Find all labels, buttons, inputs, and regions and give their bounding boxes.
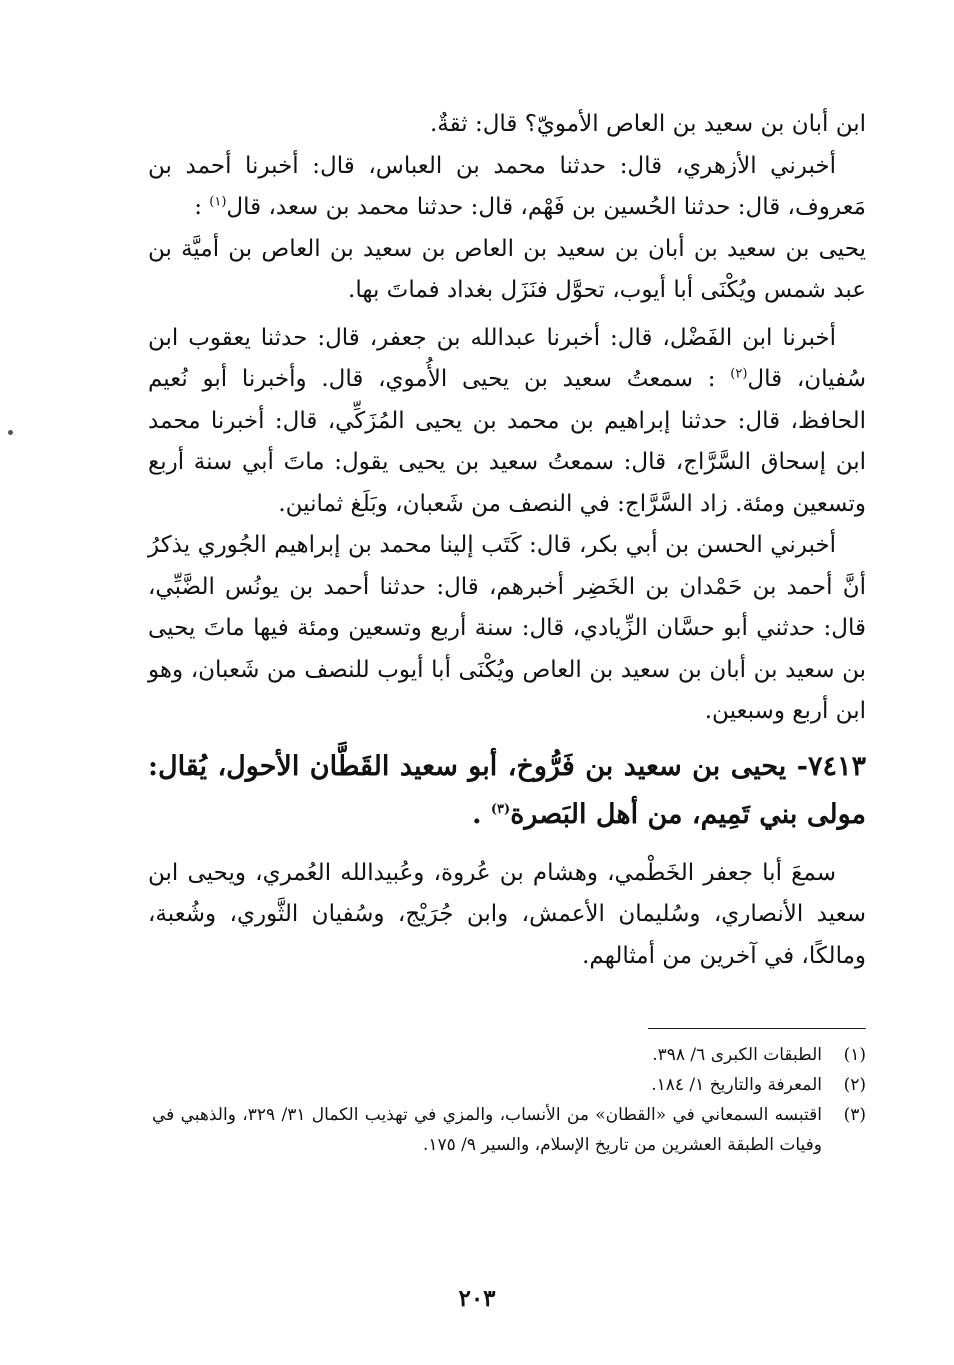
colon: : bbox=[194, 194, 202, 220]
footnote-ref-1: (١) bbox=[209, 194, 227, 210]
heading-end: . bbox=[472, 798, 482, 830]
footnote-number: (٣) bbox=[843, 1105, 866, 1125]
paragraph-5: أخبرني الحسن بن أبي بكر، قال: كَتَب إلينا محمد بن إبراهيم الجُوري يذكرُ أنَّ أحمد بن حَمْدان بن الخَضِر أخبرهم، قال: حدثنا أحمد بن يونُس الضَّبِّي، قال: حدثني أبو حسَّان الزِّيادي، قال: سنة أربع وتسعين ومئة فيها ماتَ يحيى بن سعيد بن أبان بن سعيد بن العاص ويُكْنَى أبا أيوب للنصف من شَعبان، وهو ابن أربع وسبعين. bbox=[148, 532, 866, 724]
paragraph-4 bbox=[148, 318, 866, 526]
footnote-text: اقتبسه السمعاني في «القطان» من الأنساب، والمزي في تهذيب الكمال ٣١/ ٣٢٩، والذهبي في وفيات الطبقة العشرين من تاريخ الإسلام، والسير ٩/ ١٧٥. bbox=[152, 1105, 822, 1155]
paragraph-2 bbox=[148, 146, 866, 229]
footnote-text: الطبقات الكبرى ٦/ ٣٩٨. bbox=[652, 1045, 822, 1065]
footnote-separator bbox=[648, 1028, 866, 1029]
margin-dot bbox=[8, 430, 13, 435]
footnote-number: (١) bbox=[843, 1045, 866, 1065]
footnote-number: (٢) bbox=[843, 1075, 866, 1095]
footnotes bbox=[152, 1040, 866, 1160]
entry-heading bbox=[148, 743, 866, 839]
footnote-2 bbox=[152, 1070, 866, 1100]
footnote-text: المعرفة والتاريخ ١/ ١٨٤. bbox=[651, 1075, 822, 1095]
entry-heading-text: ٧٤١٣- يحيى بن سعيد بن فَرُّوخ، أبو سعيد القَطَّان الأحول، يُقال: مولى بني تَمِيم، من أهل البَصرة bbox=[148, 750, 866, 830]
paragraph-4-text: أخبرنا ابن الفَضْل، قال: أخبرنا عبدالله بن جعفر، قال: حدثنا يعقوب ابن سُفيان، قال bbox=[148, 324, 867, 392]
paragraph-2-text: أخبرني الأزهري، قال: حدثنا محمد بن العباس، قال: أخبرنا أحمد بن مَعروف، قال: حدثنا الحُسين بن فَهْم، قال: حدثنا محمد بن سعد، قال bbox=[148, 152, 866, 220]
paragraph-6: سمعَ أبا جعفر الخَطْمي، وهشام بن عُروة، وعُبيدالله العُمري، ويحيى ابن سعيد الأنصاري، وسُليمان الأعمش، وابن جُرَيْج، وسُفيان الثَّوري، وشُعبة، ومالكًا، في آخرين من أمثالهم. bbox=[148, 859, 866, 969]
paragraph-4-continued: سمعتُ سعيد بن يحيى الأُموي، قال. وأخبرنا أبو نُعيم الحافظ، قال: حدثنا إبراهيم بن محمد بن يحيى المُزَكِّي، قال: أخبرنا محمد ابن إسحاق السَّرَّاج، قال: سمعتُ سعيد بن يحيى يقول: ماتَ أبي سنة أربع وتسعين ومئة. زاد السَّرَّاج: في النصف من شَعبان، وبَلَغ ثمانين. bbox=[148, 366, 866, 517]
footnote-ref-3: (٣) bbox=[490, 801, 511, 817]
footnote-3 bbox=[152, 1100, 866, 1160]
footnote-1 bbox=[152, 1040, 866, 1070]
paragraph-1: ابن أبان بن سعيد بن العاص الأمويّ؟ قال: ثقةٌ. bbox=[429, 111, 866, 137]
main-text bbox=[148, 104, 866, 977]
page-number: ٢٠٣ bbox=[458, 1285, 496, 1312]
paragraph-3: يحيى بن سعيد بن أبان بن سعيد بن العاص بن سعيد بن العاص بن أميَّة بن عبد شمس ويُكْنَى أبا أيوب، تحوَّل فنَزَل بغداد فماتَ بها. bbox=[148, 235, 866, 303]
colon: : bbox=[707, 366, 716, 392]
footnote-ref-2: (٢) bbox=[730, 366, 748, 382]
